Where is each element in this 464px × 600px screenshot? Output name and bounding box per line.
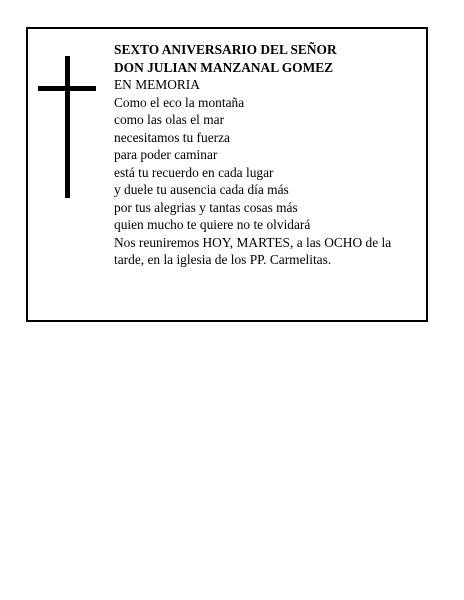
poem-line-8: quien mucho te quiere no te olvidará bbox=[114, 217, 311, 232]
cross-horizontal-bar bbox=[38, 86, 96, 91]
notice-text bbox=[114, 41, 424, 269]
poem-line-1: Como el eco la montaña bbox=[114, 94, 245, 110]
poem-line-3: necesitamos tu fuerza bbox=[114, 129, 230, 145]
cross-vertical-bar bbox=[65, 56, 70, 198]
service-announcement: Nos reuniremos HOY, MARTES, a las OCHO de la tarde, en la iglesia de los PP. Carmelitas. bbox=[114, 234, 392, 267]
cross-icon bbox=[38, 56, 96, 198]
obituary-notice bbox=[26, 27, 428, 322]
poem-line-6: y duele tu ausencia cada día más bbox=[114, 182, 289, 197]
subheading: EN MEMORIA bbox=[114, 77, 200, 92]
poem-line-4: para poder caminar bbox=[114, 147, 218, 162]
poem-line-2: como las olas el mar bbox=[114, 112, 225, 127]
poem-line-7: por tus alegrias y tantas cosas más bbox=[114, 199, 298, 215]
poem-line-5: está tu recuerdo en cada lugar bbox=[114, 164, 274, 180]
heading-line-1: SEXTO ANIVERSARIO DEL SEÑOR bbox=[114, 42, 337, 57]
heading-line-2: DON JULIAN MANZANAL GOMEZ bbox=[114, 59, 334, 75]
